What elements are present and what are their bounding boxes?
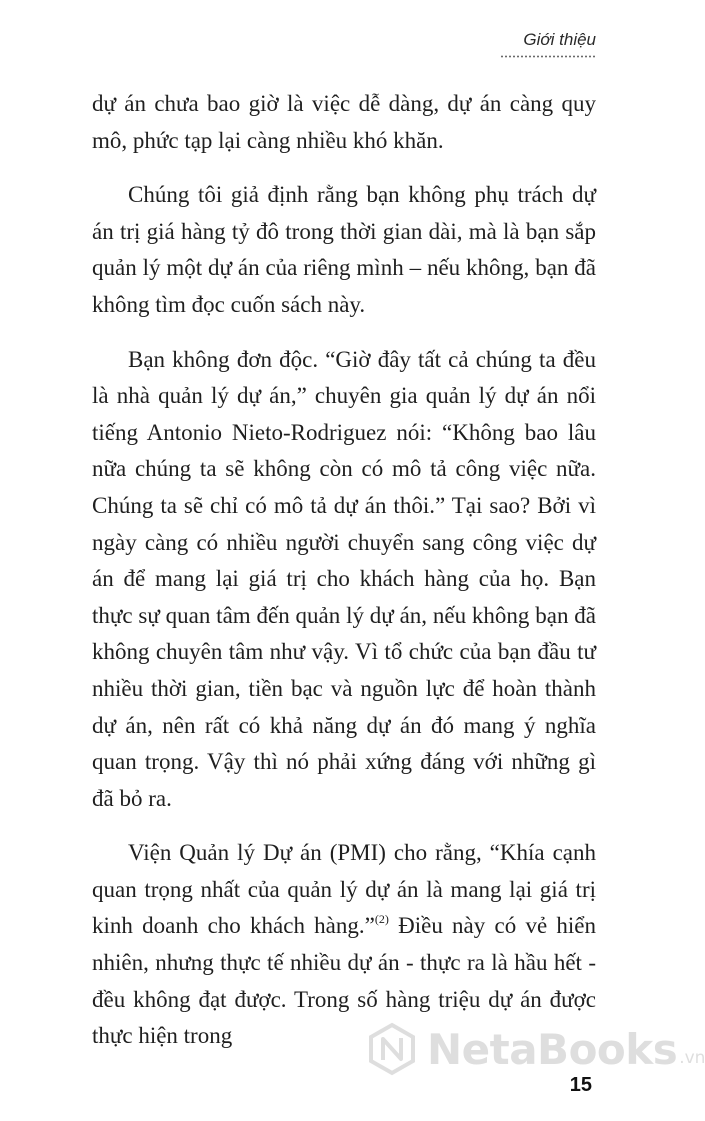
- paragraph-assumption: Chúng tôi giả định rằng bạn không phụ trách dự án trị giá hàng tỷ đô trong thời gian dài, mà là bạn sắp quản lý một dự án của riêng mình – nếu không, bạn đã không tìm đọc cuốn sách này.: [92, 182, 596, 317]
- footnote-marker: (2): [374, 912, 389, 927]
- netabooks-watermark: [365, 1022, 705, 1076]
- watermark-brand: NetaBooks: [427, 1024, 678, 1074]
- paragraph-continuation: dự án chưa bao giờ là việc dễ dàng, dự án càng quy mô, phức tạp lại càng nhiều khó khăn.: [92, 91, 596, 153]
- page-number: 15: [569, 1074, 592, 1096]
- netabooks-logo-icon: [365, 1022, 419, 1076]
- pmi-quote: Viện Quản lý Dự án (PMI) cho rằng, “Khía cạnh quan trọng nhất của quản lý dự án là mang lại giá trị kinh doanh cho khách hàng.”: [92, 840, 596, 939]
- page-body: [92, 86, 596, 1073]
- watermark-suffix: .vn: [679, 1048, 705, 1068]
- pmi-continuation: Điều này có vẻ hiển nhiên, nhưng thực tế nhiều dự án - thực ra là hầu hết - đều không đạt được. Trong số hàng triệu dự án được thực hiện trong: [92, 913, 597, 1049]
- paragraph-not-alone: Bạn không đơn độc. “Giờ đây tất cả chúng ta đều là nhà quản lý dự án,” chuyên gia quản lý dự án nổi tiếng Antonio Nieto-Rodriguez nói: “Không bao lâu nữa chúng ta sẽ không còn có mô tả công việc nữa. Chúng ta sẽ chỉ có mô tả dự án thôi.” Tại sao? Bởi vì ngày càng có nhiều người chuyển sang công việc dự án để mang lại giá trị cho khách hàng của họ. Bạn thực sự quan tâm đến quản lý dự án, nếu không bạn đã không chuyên tâm như vậy. Vì tổ chức của bạn đầu tư nhiều thời gian, tiền bạc và nguồn lực để hoàn thành dự án, nên rất có khả năng dự án đó mang ý nghĩa quan trọng. Vậy thì nó phải xứng đáng với những gì đã bỏ ra.: [92, 346, 596, 811]
- running-header: Giới thiệu: [523, 30, 596, 49]
- header-dotted-rule: [500, 55, 596, 58]
